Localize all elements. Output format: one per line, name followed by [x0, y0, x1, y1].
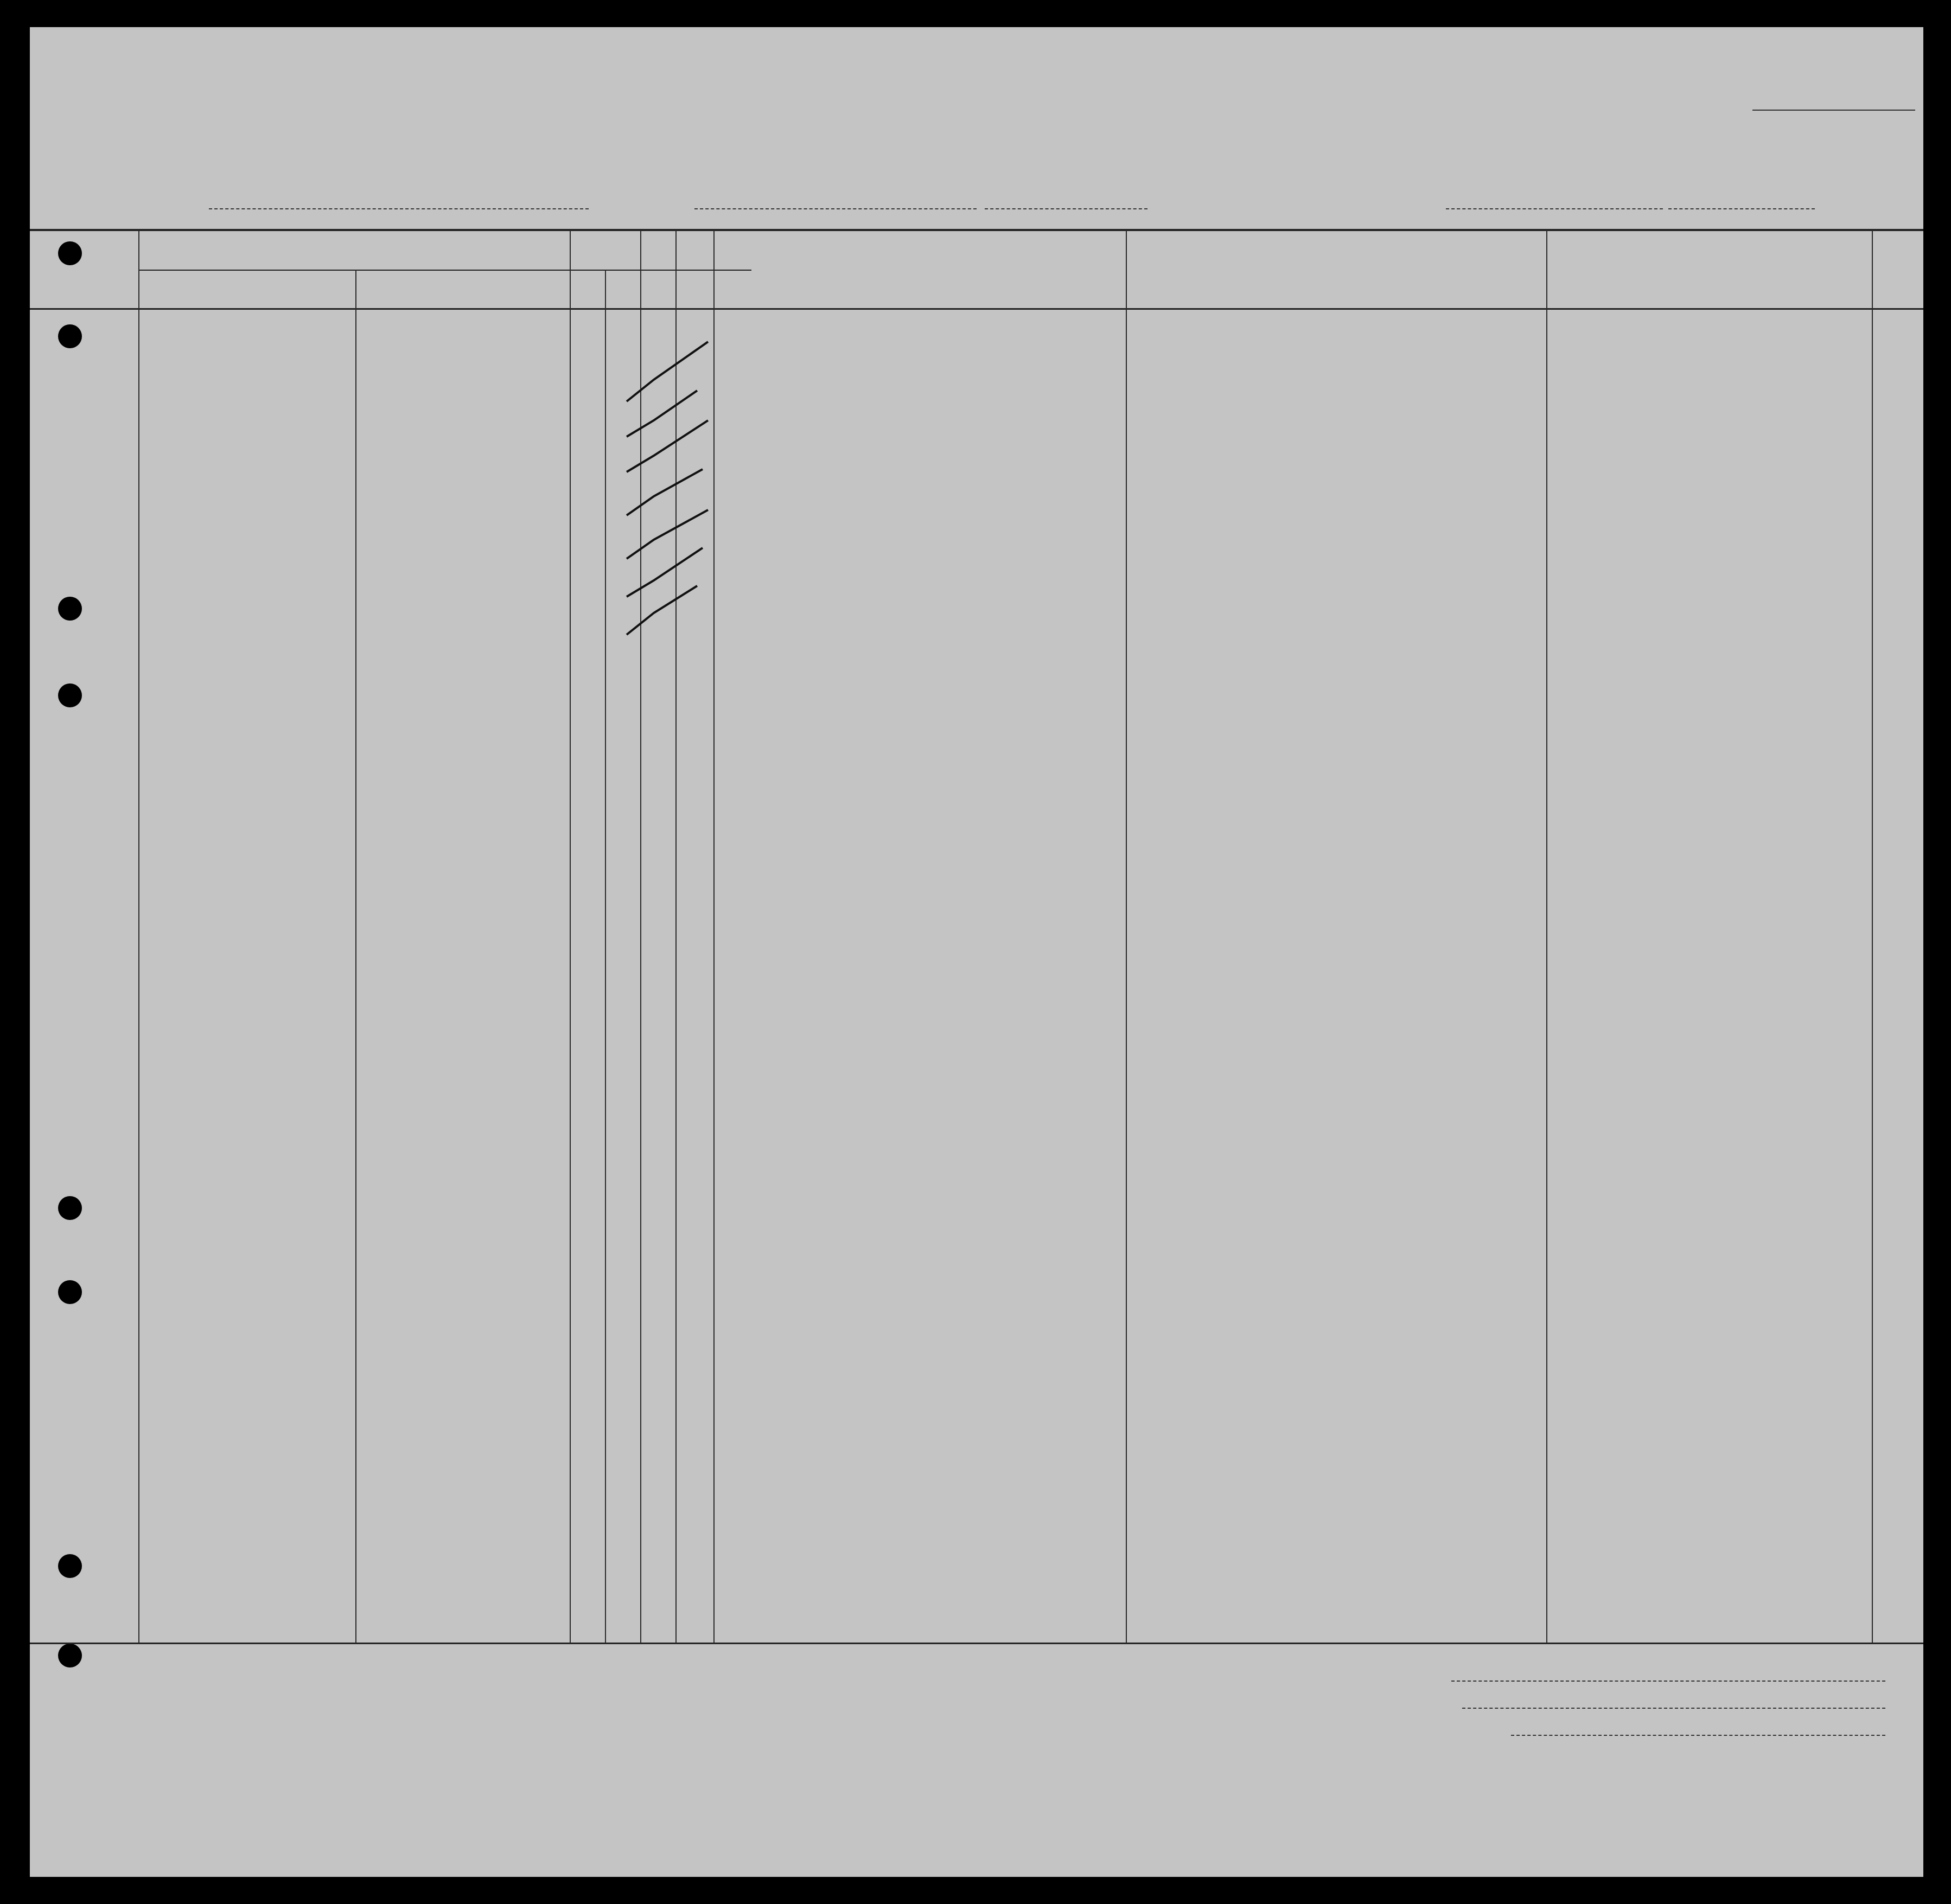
local-agents-value [1511, 1715, 1885, 1736]
punch-hole [58, 1196, 82, 1220]
punch-hole [58, 1644, 82, 1667]
punch-hole [58, 683, 82, 707]
col-divider [138, 230, 139, 1643]
sail-date [985, 184, 1147, 209]
punch-hole [58, 1554, 82, 1578]
col-divider [1872, 230, 1873, 1643]
col-divider [605, 270, 606, 1643]
table-bottom-border [30, 1643, 1923, 1644]
punch-hole [58, 1280, 82, 1304]
table-top-border [30, 229, 1923, 231]
from-port [694, 184, 977, 209]
arrival-port [1446, 184, 1663, 209]
number-underline [1752, 110, 1915, 111]
manifest-sheet [30, 27, 1923, 1877]
owners-value [1462, 1688, 1885, 1709]
col-divider [355, 270, 356, 1643]
header-bottom-border [30, 308, 1923, 310]
punch-hole [58, 241, 82, 265]
arrival-date [1668, 184, 1815, 209]
col-divider [1546, 230, 1547, 1643]
punch-hole [58, 597, 82, 621]
punch-hole [58, 324, 82, 348]
col-divider [1126, 230, 1127, 1643]
line-value [1451, 1661, 1885, 1682]
col-divider [570, 230, 571, 1643]
check-marks [616, 331, 746, 656]
name-age-subrule [138, 270, 751, 271]
ship-name [209, 184, 589, 209]
